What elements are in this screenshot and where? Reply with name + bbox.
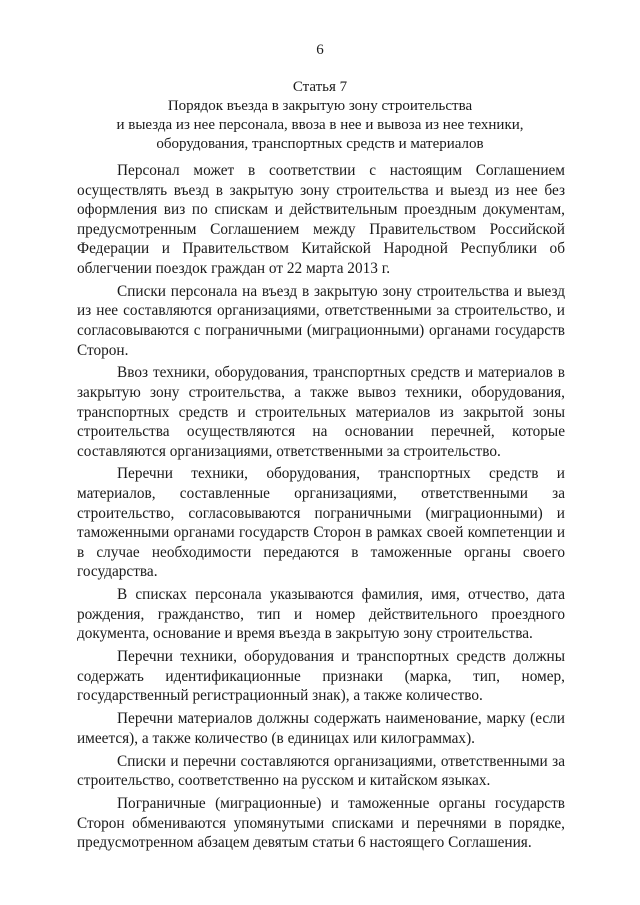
article-body — [77, 161, 565, 856]
paragraph: Списки и перечни составляются организациями, ответственными за строительство, соответственно на русском и китайском языках. — [77, 752, 565, 790]
paragraph: Пограничные (миграционные) и таможенные органы государств Сторон обмениваются упомянутыми списками и перечнями в порядке, предусмотренном абзацем девятым статьи 6 настоящего Соглашения. — [77, 794, 565, 852]
article-title-line: оборудования, транспортных средств и материалов — [156, 136, 484, 152]
paragraph: Ввоз техники, оборудования, транспортных средств и материалов в закрытую зону строительства, а также вывоз техники, оборудования, транспортных средств и строительных материалов из закрытой зоны строительства осуществляются на основании перечней, которые составляются организациями, ответственными за строительство. — [77, 364, 565, 460]
article-title-line: и выезда из нее персонала, ввоза в нее и вывоза из нее техники, — [116, 117, 524, 133]
paragraph: В списках персонала указываются фамилия, имя, отчество, дата рождения, гражданство, тип и номер действительного проездного документа, основание и время въезда в закрытую зону строительства. — [77, 586, 565, 643]
paragraph: Перечни техники, оборудования и транспортных средств должны содержать идентификационные признаки (марка, тип, номер, государственный регистрационный знак), а также количество. — [77, 648, 565, 705]
article-title-line: Порядок въезда в закрытую зону строительства — [167, 98, 473, 114]
article-number: Статья 7 — [292, 79, 348, 95]
page-number: 6 — [316, 42, 324, 58]
paragraph: Персонал может в соответствии с настоящим Соглашением осуществлять въезд в закрытую зону строительства и выезд из нее без оформления виз по спискам и действительным проездным документам, предусмотренным Соглашением между Правительством Российской Федерации и Правительством Китайской Народной Республики об облегчении поездок граждан от 22 марта 2013 г. — [77, 162, 565, 277]
paragraph: Перечни техники, оборудования, транспортных средств и материалов, составленные организациями, ответственными за строительство, согласовываются пограничными (миграционными) и таможенными органами государств Сторон в рамках своей компетенции и в случае необходимости передаются в таможенные органы своего государства. — [77, 465, 565, 581]
paragraph: Списки персонала на въезд в закрытую зону строительства и выезд из нее составляются организациями, ответственными за строительство, и согласовываются с пограничными (миграционными) органами государств Сторон. — [77, 282, 565, 359]
article-heading — [0, 78, 640, 154]
paragraph: Перечни материалов должны содержать наименование, марку (если имеется), а также количество (в единицах или килограммах). — [77, 710, 565, 747]
